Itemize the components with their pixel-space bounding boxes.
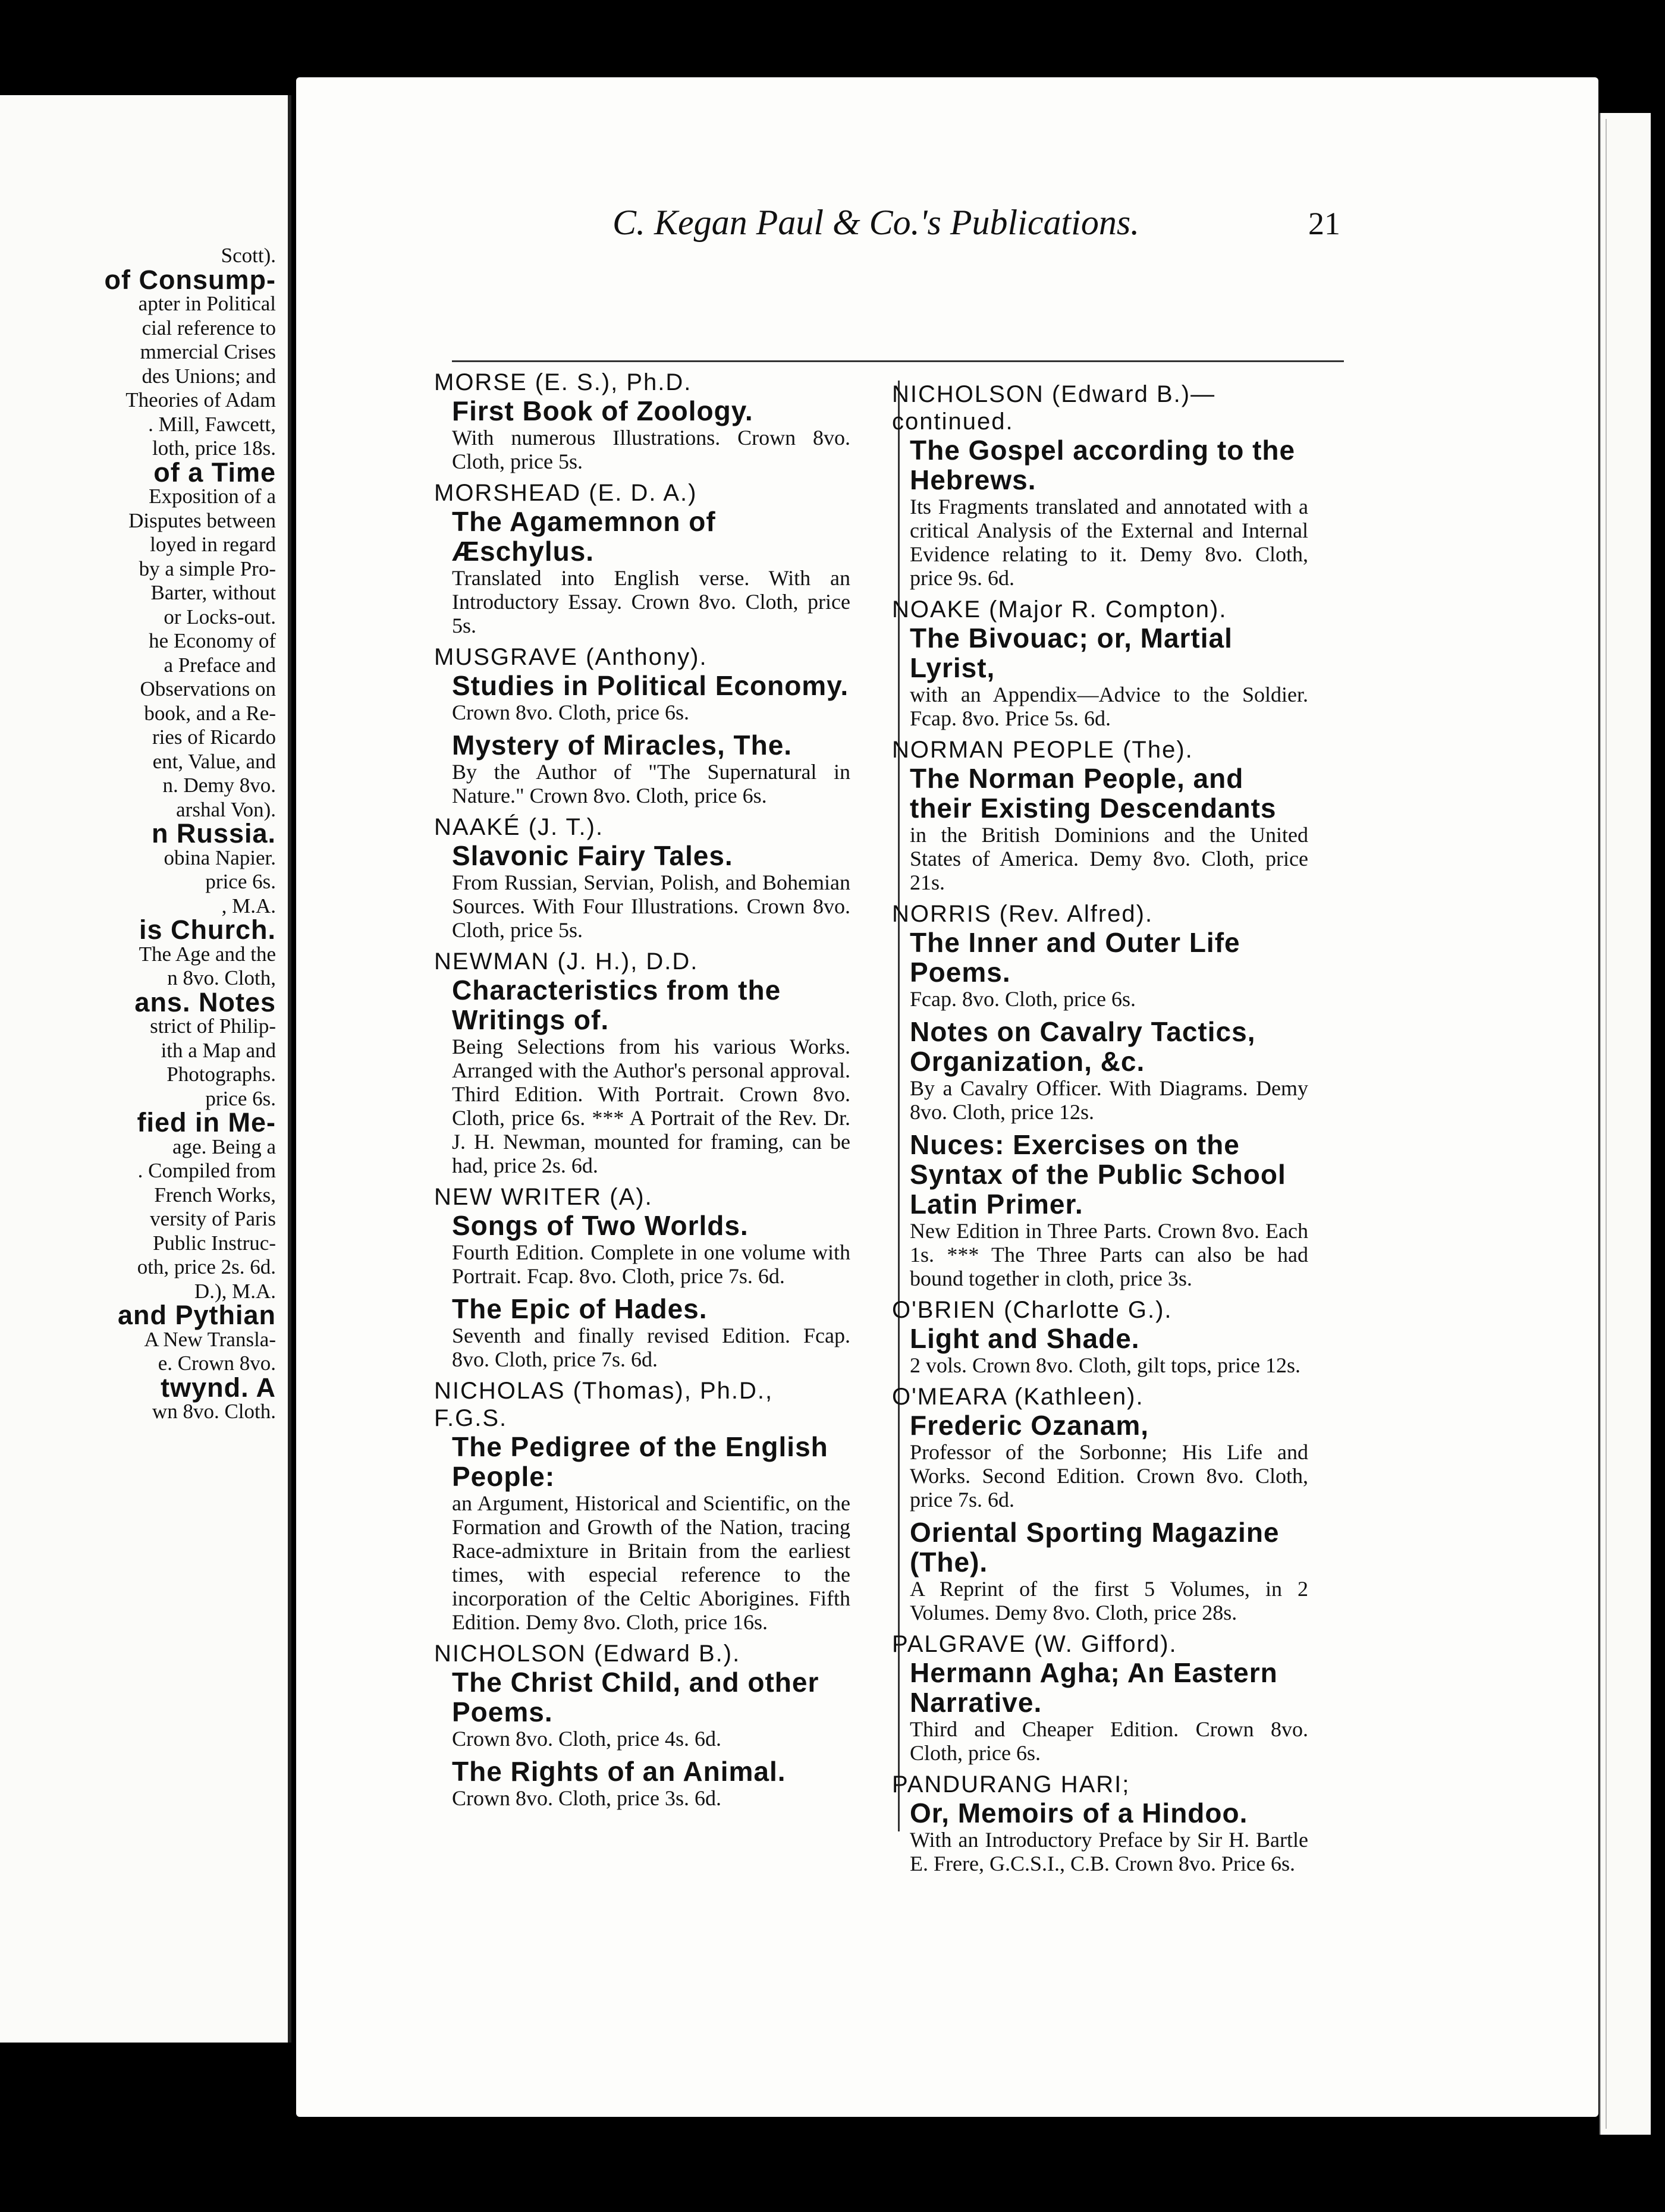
entry-description: Fourth Edition. Complete in one volume with Portrait. Fcap. 8vo. Cloth, price 7s. 6d. bbox=[452, 1240, 850, 1288]
catalogue-entry bbox=[892, 596, 1308, 730]
left-page-line: Exposition of a bbox=[149, 485, 276, 508]
catalogue-entry bbox=[892, 1517, 1308, 1625]
catalogue-entry bbox=[892, 1296, 1308, 1377]
left-page-line: he Economy of bbox=[149, 629, 276, 652]
entry-title: First Book of Zoology. bbox=[452, 395, 753, 426]
left-page-line: book, and a Re- bbox=[144, 701, 276, 725]
left-page-line: loyed in regard bbox=[150, 533, 276, 556]
running-head: C. Kegan Paul & Co.'s Publications. bbox=[612, 203, 1140, 242]
entry-title: Oriental Sporting Magazine (The). bbox=[910, 1517, 1280, 1578]
catalogue-entry bbox=[892, 381, 1308, 590]
left-page-line: or Locks-out. bbox=[164, 605, 276, 629]
catalogue-entry bbox=[892, 1130, 1308, 1290]
entry-author: NICHOLSON (Edward B.). bbox=[434, 1641, 741, 1667]
entry-title: Notes on Cavalry Tactics, Organization, &c. bbox=[910, 1016, 1256, 1077]
entry-title: The Agamemnon of Æschylus. bbox=[452, 506, 716, 567]
catalogue-entry bbox=[892, 900, 1308, 1011]
entry-author: MORSHEAD (E. D. A.) bbox=[434, 480, 698, 506]
entry-title: The Gospel according to the Hebrews. bbox=[910, 435, 1296, 495]
left-page-line: Public Instruc- bbox=[152, 1231, 276, 1255]
entry-description: an Argument, Historical and Scientific, on the Formation and Growth of the Nation, tracing Race-admixture in Britain from the earliest times, with especial reference to the incorporation of the Celtic Aborigines. Fifth Edition. Demy 8vo. Cloth, price 16s. bbox=[452, 1491, 850, 1634]
entry-author: NORMAN PEOPLE (The). bbox=[892, 737, 1193, 763]
left-page-line: . Compiled from bbox=[137, 1159, 276, 1182]
entry-title: Hermann Agha; An Eastern Narrative. bbox=[910, 1657, 1278, 1718]
catalogue-entry bbox=[434, 1294, 850, 1371]
catalogue-entry bbox=[434, 479, 850, 637]
left-page-line: n 8vo. Cloth, bbox=[167, 966, 276, 989]
catalogue-entry bbox=[434, 1183, 850, 1288]
entry-title: Songs of Two Worlds. bbox=[452, 1210, 749, 1241]
left-page-line: loth, price 18s. bbox=[152, 436, 276, 460]
entry-author: NEW WRITER (A). bbox=[434, 1184, 653, 1210]
left-page-line: A New Transla- bbox=[144, 1327, 276, 1351]
catalogue-entry bbox=[434, 369, 850, 473]
entry-author: NEWMAN (J. H.), D.D. bbox=[434, 948, 699, 975]
entry-author: PANDURANG HARI; bbox=[892, 1771, 1130, 1798]
left-page-line: The Age and the bbox=[139, 942, 276, 966]
header-rule bbox=[452, 360, 1344, 362]
left-page-line: a Preface and bbox=[164, 653, 276, 677]
left-page-line: ith a Map and bbox=[161, 1038, 276, 1062]
entry-title: The Inner and Outer Life Poems. bbox=[910, 927, 1240, 988]
catalogue-entry bbox=[892, 1017, 1308, 1124]
catalogue-entry bbox=[434, 643, 850, 724]
entry-author: MORSE (E. S.), Ph.D. bbox=[434, 369, 692, 395]
entry-title: Light and Shade. bbox=[910, 1323, 1140, 1354]
left-page-line: Disputes between bbox=[128, 508, 276, 532]
left-page-line: versity of Paris bbox=[150, 1207, 276, 1230]
entry-description: Its Fragments translated and annotated with a critical Analysis of the External and Internal Evidence relating to it. Demy 8vo. Cloth, price 9s. 6d. bbox=[910, 495, 1308, 590]
entry-title: Slavonic Fairy Tales. bbox=[452, 840, 733, 871]
entry-description: New Edition in Three Parts. Crown 8vo. Each 1s. *** The Three Parts can also be had bound together in cloth, price 3s. bbox=[910, 1219, 1308, 1290]
left-page-line: ans. Notes bbox=[134, 986, 276, 1017]
catalogue-entry bbox=[892, 736, 1308, 894]
catalogue-entry bbox=[434, 948, 850, 1177]
entry-description: With an Introductory Preface by Sir H. Bartle E. Frere, G.C.S.I., C.B. Crown 8vo. Price 6s. bbox=[910, 1828, 1308, 1875]
page-number: 21 bbox=[1308, 206, 1340, 241]
catalogue-entry bbox=[434, 1377, 850, 1634]
entry-description: Seventh and finally revised Edition. Fcap. 8vo. Cloth, price 7s. 6d. bbox=[452, 1324, 850, 1371]
entry-description: With numerous Illustrations. Crown 8vo. Cloth, price 5s. bbox=[452, 426, 850, 473]
left-page-line: age. Being a bbox=[172, 1135, 276, 1158]
catalogue-entry bbox=[434, 1757, 850, 1810]
left-page-line: mmercial Crises bbox=[140, 340, 276, 363]
entry-description: From Russian, Servian, Polish, and Bohemian Sources. With Four Illustrations. Crown 8vo. Cloth, price 5s. bbox=[452, 871, 850, 942]
left-page-line: obina Napier. bbox=[164, 846, 276, 869]
entry-description: in the British Dominions and the United States of America. Demy 8vo. Cloth, price 21s. bbox=[910, 823, 1308, 894]
page-edge-line bbox=[1606, 119, 1607, 2129]
entry-author: NAAKÉ (J. T.). bbox=[434, 814, 604, 840]
catalogue-entry bbox=[892, 1383, 1308, 1512]
left-page-fragment bbox=[0, 95, 291, 2043]
left-page-line: oth, price 2s. 6d. bbox=[137, 1255, 276, 1278]
left-page-line: French Works, bbox=[154, 1183, 276, 1206]
catalogue-entry bbox=[892, 1630, 1308, 1765]
entry-author: O'BRIEN (Charlotte G.). bbox=[892, 1297, 1173, 1323]
left-page-line: . Mill, Fawcett, bbox=[148, 412, 276, 436]
left-page-line: ent, Value, and bbox=[152, 749, 276, 773]
entry-author: PALGRAVE (W. Gifford). bbox=[892, 1631, 1177, 1657]
left-page-line: n Russia. bbox=[151, 818, 276, 849]
left-page-line: price 6s. bbox=[205, 870, 276, 893]
left-column bbox=[434, 369, 850, 1816]
left-page-line: cial reference to bbox=[142, 316, 276, 340]
entry-title: The Pedigree of the English People: bbox=[452, 1431, 828, 1492]
left-page-line: e. Crown 8vo. bbox=[158, 1352, 276, 1375]
left-page-line: and Pythian bbox=[117, 1300, 276, 1330]
left-page-line: Photographs. bbox=[166, 1063, 276, 1086]
right-column bbox=[892, 381, 1308, 1881]
entry-title: The Christ Child, and other Poems. bbox=[452, 1667, 819, 1727]
entry-description: By the Author of "The Supernatural in Nature." Crown 8vo. Cloth, price 6s. bbox=[452, 760, 850, 807]
entry-title: The Norman People, and their Existing Descendants bbox=[910, 763, 1277, 824]
entry-title: The Epic of Hades. bbox=[452, 1293, 708, 1324]
left-page-line: strict of Philip- bbox=[150, 1014, 276, 1038]
entry-title: The Bivouac; or, Martial Lyrist, bbox=[910, 623, 1233, 683]
left-page-line: des Unions; and bbox=[142, 364, 276, 388]
catalogue-entry bbox=[892, 1771, 1308, 1875]
left-page-line: , M.A. bbox=[221, 894, 276, 918]
left-page-line: D.), M.A. bbox=[194, 1279, 276, 1303]
left-page-line: wn 8vo. Cloth. bbox=[152, 1400, 276, 1423]
left-page-line: Scott). bbox=[221, 244, 276, 267]
left-page-line: of a Time bbox=[153, 457, 276, 488]
entry-description: 2 vols. Crown 8vo. Cloth, gilt tops, price 12s. bbox=[910, 1353, 1300, 1377]
entry-author: NICHOLAS (Thomas), Ph.D., F.G.S. bbox=[434, 1378, 774, 1431]
entry-author: NICHOLSON (Edward B.)—continued. bbox=[892, 381, 1216, 435]
entry-description: with an Appendix—Advice to the Soldier. Fcap. 8vo. Price 5s. 6d. bbox=[910, 683, 1308, 730]
entry-author: MUSGRAVE (Anthony). bbox=[434, 644, 708, 670]
entry-description: Fcap. 8vo. Cloth, price 6s. bbox=[910, 987, 1136, 1011]
catalogue-entry bbox=[434, 813, 850, 942]
entry-description: Crown 8vo. Cloth, price 4s. 6d. bbox=[452, 1727, 721, 1751]
entry-description: By a Cavalry Officer. With Diagrams. Demy 8vo. Cloth, price 12s. bbox=[910, 1076, 1308, 1124]
left-page-line: fied in Me- bbox=[137, 1107, 276, 1138]
entry-author: O'MEARA (Kathleen). bbox=[892, 1384, 1144, 1410]
entry-description: Crown 8vo. Cloth, price 3s. 6d. bbox=[452, 1786, 721, 1810]
entry-description: Professor of the Sorbonne; His Life and Works. Second Edition. Crown 8vo. Cloth, price 7s. 6d. bbox=[910, 1440, 1308, 1512]
entry-author: NOAKE (Major R. Compton). bbox=[892, 596, 1227, 623]
entry-description: Third and Cheaper Edition. Crown 8vo. Cloth, price 6s. bbox=[910, 1717, 1308, 1765]
entry-description: A Reprint of the first 5 Volumes, in 2 Volumes. Demy 8vo. Cloth, price 28s. bbox=[910, 1577, 1308, 1625]
left-page-line: by a simple Pro- bbox=[139, 557, 276, 580]
left-page-line: arshal Von). bbox=[176, 797, 276, 821]
left-page-line: Theories of Adam bbox=[125, 388, 276, 411]
entry-title: Or, Memoirs of a Hindoo. bbox=[910, 1798, 1248, 1828]
left-page-line: apter in Political bbox=[138, 292, 276, 315]
catalogue-entry bbox=[434, 1640, 850, 1751]
entry-title: Studies in Political Economy. bbox=[452, 670, 849, 701]
entry-title: The Rights of an Animal. bbox=[452, 1756, 786, 1787]
left-page-line: price 6s. bbox=[205, 1086, 276, 1110]
left-page-line: of Consump- bbox=[104, 264, 276, 295]
left-page-line: Observations on bbox=[140, 677, 276, 700]
left-page-line: twynd. A bbox=[161, 1372, 276, 1403]
entry-description: Translated into English verse. With an Introductory Essay. Crown 8vo. Cloth, price 5s. bbox=[452, 566, 850, 637]
entry-description: Crown 8vo. Cloth, price 6s. bbox=[452, 700, 689, 724]
entry-title: Mystery of Miracles, The. bbox=[452, 730, 793, 761]
entry-title: Nuces: Exercises on the Syntax of the Public School Latin Primer. bbox=[910, 1129, 1286, 1220]
entry-title: Frederic Ozanam, bbox=[910, 1410, 1149, 1441]
entry-title: Characteristics from the Writings of. bbox=[452, 975, 781, 1035]
page-edge bbox=[1600, 113, 1651, 2135]
left-page-line: ries of Ricardo bbox=[152, 725, 276, 749]
left-page-line: n. Demy 8vo. bbox=[162, 774, 276, 797]
entry-author: NORRIS (Rev. Alfred). bbox=[892, 901, 1154, 927]
entry-description: Being Selections from his various Works. Arranged with the Author's personal approval. Third Edition. With Portrait. Crown 8vo. Cloth, price 6s. *** A Portrait of the Rev. Dr. J. H. Newman, mounted for framing, can be had, price 2s. 6d. bbox=[452, 1035, 850, 1177]
left-page-line: Barter, without bbox=[150, 581, 276, 604]
left-page-line: is Church. bbox=[139, 915, 276, 945]
catalogue-entry bbox=[434, 730, 850, 807]
